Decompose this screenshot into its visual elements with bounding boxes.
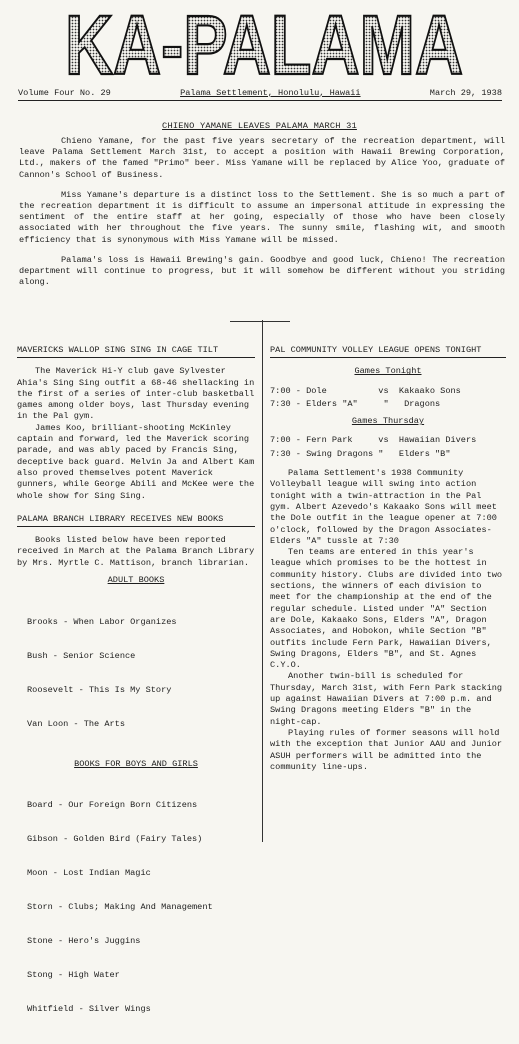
adult-books-list [27,594,255,752]
left-column [17,345,255,1044]
book-item: Van Loon - The Arts [27,718,125,729]
lead-story [19,136,505,297]
youth-books-list [27,778,255,1038]
schedule-line: 7:30 - Elders "A" " Dragons [270,398,441,409]
lead-paragraph: Miss Yamane's departure is a distinct loss to the Settlement. She is so much a part of the recreation department it is difficult to assume an impersonal attitude in expressing the sentiment of the entire staff at her going, especially of those who have been closely associated with her throughout the five years. The sunny smile, flashing wit, and smooth efficiency that is synonymous with Miss Yamane will be missed. [19,189,505,245]
volley-paragraph: Playing rules of former seasons will hold with the exception that Junior AAU and Junior ASUH performers will be admitted into the community line-ups. [270,727,503,772]
volley-paragraph: Palama Settlement's 1938 Community Volleyball league will swing into action tonight with a twin-attraction in the Pal gym. Albert Azevedo's Kakaako Sons will meet the Dole outfit in the league opener at 7:00 o'clock, followed by the Dragon Associates-Elders "A" tussle at 7:30 [270,468,497,546]
masthead-logo [62,4,467,80]
schedule-line: 7:00 - Fern Park vs Hawaiian Divers [270,435,477,446]
mavericks-headline: MAVERICKS WALLOP SING SING IN CAGE TILT [17,345,255,358]
volley-paragraph: Ten teams are entered in this year's league which promises to be the hottest in community history. Clubs are divided into two sections, the winners of each division to meet for the championship at the end of the regular schedule. Listed under "A" Section are Dole, Kakaako Sons, Elders "A", Dragon Associates, and Hobokon, while Section "B" outfits include Fern Park, Hawaiian Divers, Swing Dragons, Elders "B", and St. Agnes C.Y.O. [270,547,503,671]
book-item: Bush - Senior Science [27,650,136,661]
schedule-line: 7:00 - Dole vs Kakaako Sons [270,385,461,396]
mavericks-paragraph: James Koo, brilliant-shooting McKinley captain and forward, led the Maverick scoring parade, and was ably paced by Francis Sing, deceptive back guard. Melvin Ja and Albert Kam also proved themselves potent Maverick gunners, while George Abili and McKee were the whole show for Sing Sing. [17,422,255,501]
right-column [270,345,506,773]
lead-paragraph: Palama's loss is Hawaii Brewing's gain. Goodbye and good luck, Chieno! The recreation department will continue to progress, but it will somehow be different without you striding along. [19,254,505,288]
library-paragraph: Books listed below have been reported received in March at the Palama Branch Library by Mrs. Myrtle C. Mattison, branch librarian. [17,535,255,568]
volume-number: Volume Four No. 29 [18,88,111,98]
issue-place: Palama Settlement, Honolulu, Hawaii [180,88,361,98]
lead-headline: CHIENO YAMANE LEAVES PALAMA MARCH 31 [162,121,357,131]
youth-books-heading: BOOKS FOR BOYS AND GIRLS [74,758,198,769]
masthead-logo-svg [62,4,467,80]
volley-paragraph: Another twin-bill is scheduled for Thursday, March 31st, with Fern Park stacking up against Hawaiian Divers at 7:00 p.m. and Swing Dragons meeting Elders "B" in the night-cap. [270,671,503,727]
schedule-line: 7:30 - Swing Dragons " Elders "B" [270,448,451,459]
issue-line [18,88,502,101]
book-item: Roosevelt - This Is My Story [27,684,172,695]
book-item: Whitfield - Silver Wings [27,1003,151,1014]
section-divider [230,321,290,322]
book-item: Board - Our Foreign Born Citizens [27,800,198,811]
games-tonight-heading: Games Tonight [354,366,422,377]
library-headline: PALAMA BRANCH LIBRARY RECEIVES NEW BOOKS [17,514,255,527]
mavericks-paragraph: The Maverick Hi-Y club gave Sylvester Ahia's Sing Sing outfit a 68-46 shellacking in the first of a series of inter-club basketball games among older boys, last Thursday evening in the Pal gym. [17,366,255,422]
volley-headline: PAL COMMUNITY VOLLEY LEAGUE OPENS TONIGHT [270,345,506,358]
column-divider [262,320,263,842]
book-item: Moon - Lost Indian Magic [27,868,151,879]
book-item: Gibson - Golden Bird (Fairy Tales) [27,834,203,845]
masthead-title: KA-PALAMA [65,4,463,80]
book-item: Stong - High Water [27,969,120,980]
issue-date: March 29, 1938 [429,88,502,98]
games-thursday-heading: Games Thursday [351,416,425,427]
book-item: Storn - Clubs; Making And Management [27,902,213,913]
lead-paragraph: Chieno Yamane, for the past five years secretary of the recreation department, will leave Palama Settlement March 31st, to accept a position with Hawaii Brewing Corporation, Ltd., makers of the famed "Primo" beer. Miss Yamane will be replaced by Alice Yoo, graduate of Cannon's School of Business. [19,136,505,180]
book-item: Brooks - When Labor Organizes [27,616,177,627]
adult-books-heading: ADULT BOOKS [107,575,165,586]
book-item: Stone - Hero's Juggins [27,935,141,946]
